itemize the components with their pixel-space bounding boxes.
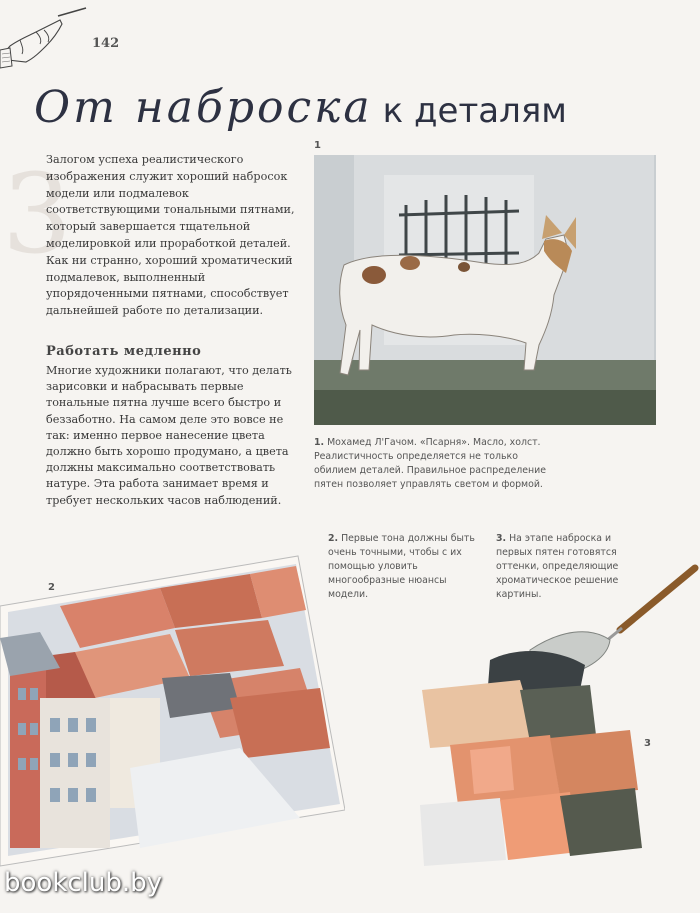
figure-2-caption-text: Первые тона должны быть очень точными, чтобы с их помощью уловить многообразные нюансы модели.: [328, 533, 475, 600]
intro-paragraph: Залогом успеха реалистического изображения служит хороший набросок модели или подмалевок соответствующими тональными пятнами, который завершается тщательной моделировкой или проработкой деталей. Как ни странно, хороший хроматический подмалевок, выполненный упорядоченными пятнами, способствует дальнейшей работе по детализации.: [46, 153, 295, 318]
page-number: 142: [92, 36, 120, 51]
decorative-numeral: 3: [2, 150, 72, 278]
paint-swatches-image: [410, 560, 700, 870]
figure-2-number: 2: [48, 582, 55, 593]
figure-3-caption-lead: 3.: [496, 533, 507, 544]
rooftops-painting-image: [0, 548, 345, 868]
hand-with-pencil-icon: [0, 6, 90, 76]
figure-2-caption-lead: 2.: [328, 533, 339, 544]
figure-1-number: 1: [314, 140, 321, 151]
figure-3-number: 3: [644, 738, 651, 749]
figure-1-caption: [314, 436, 562, 492]
figure-3-caption-text: На этапе наброска и первых пятен готовятся оттенки, определяющие хроматическое решение картины.: [496, 533, 619, 600]
body-paragraph: Многие художники полагают, что делать зарисовки и набрасывать первые тональные пятна лучше всего быстро и беззаботно. На самом деле это вовсе не так: именно первое нанесение цвета должно быть хорошо продумано, а цвета должны максимально соответствовать натуре. Эта работа занимает время и требует нескольких часов наблюдений.: [46, 364, 292, 507]
subheading: Работать медленно: [46, 344, 202, 359]
figure-1-caption-lead: 1.: [314, 437, 325, 448]
figure-1-painting: [314, 155, 656, 425]
page-title: [34, 82, 567, 133]
figure-1-caption-text: Мохамед Л'Гачом. «Псарня». Масло, холст. Реалистичность определяется не только обилием деталей. Правильное распределение пятен позволяет управлять светом и формой.: [314, 437, 546, 490]
title-regular: к деталям: [382, 91, 567, 131]
watermark: bookclub.by: [4, 868, 163, 898]
title-italic: От наброска: [34, 82, 373, 133]
dog-painting-image: [314, 155, 656, 425]
